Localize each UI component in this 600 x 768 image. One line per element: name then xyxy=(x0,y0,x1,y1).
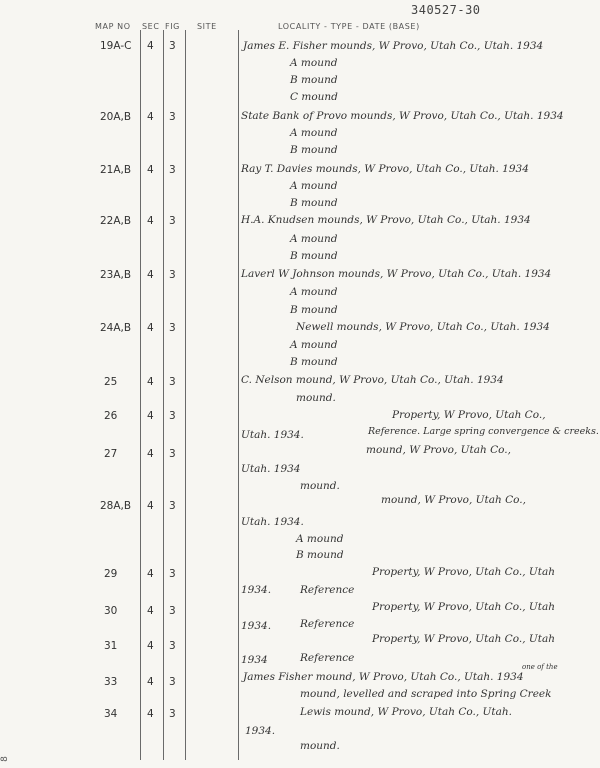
sec-cell: 4 xyxy=(147,605,154,617)
sec-cell: 4 xyxy=(147,410,154,422)
locality-line: 1934. xyxy=(245,725,276,737)
locality-line: A mound xyxy=(290,339,338,351)
locality-line: 1934. xyxy=(241,584,272,596)
header-locality: LOCALITY - TYPE - DATE (BASE) xyxy=(278,22,420,31)
document-id: 340527-30 xyxy=(411,3,481,17)
locality-line: Ray T. Davies mounds, W Provo, Utah Co., Utah. 1934 xyxy=(241,163,529,175)
locality-line: 1934. xyxy=(241,620,272,632)
locality-line: Reference xyxy=(300,652,355,664)
map-no-cell: 21A,B xyxy=(100,164,132,176)
fig-cell: 3 xyxy=(169,676,176,688)
map-no-cell: 25 xyxy=(104,376,118,388)
fig-cell: 3 xyxy=(169,215,176,227)
sec-cell: 4 xyxy=(147,448,154,460)
locality-line: Property, W Provo, Utah Co., Utah xyxy=(372,633,555,645)
locality-line: mound, W Provo, Utah Co., xyxy=(381,494,526,506)
locality-line: B mound xyxy=(290,304,338,316)
fig-cell: 3 xyxy=(169,376,176,388)
column-rule xyxy=(185,30,186,760)
locality-line: mound. xyxy=(300,480,340,492)
map-no-cell: 31 xyxy=(104,640,118,652)
sec-cell: 4 xyxy=(147,568,154,580)
locality-line: Reference xyxy=(300,618,355,630)
sec-cell: 4 xyxy=(147,40,154,52)
locality-line: Reference. Large spring convergence & creeks. xyxy=(368,426,599,437)
header-site: SITE xyxy=(197,22,217,31)
locality-line: A mound xyxy=(296,533,344,545)
fig-cell: 3 xyxy=(169,605,176,617)
fig-cell: 3 xyxy=(169,640,176,652)
sec-cell: 4 xyxy=(147,640,154,652)
locality-line: Laverl W Johnson mounds, W Provo, Utah Co., Utah. 1934 xyxy=(241,268,552,280)
sec-cell: 4 xyxy=(147,676,154,688)
locality-line: B mound xyxy=(290,144,338,156)
map-no-cell: 30 xyxy=(104,605,118,617)
locality-line: James E. Fisher mounds, W Provo, Utah Co., Utah. 1934 xyxy=(243,40,544,52)
map-no-cell: 34 xyxy=(104,708,118,720)
locality-line: H.A. Knudsen mounds, W Provo, Utah Co., Utah. 1934 xyxy=(241,214,531,226)
column-rule xyxy=(140,30,141,760)
locality-line: B mound xyxy=(290,74,338,86)
locality-line: mound, levelled and scraped into Spring Creek xyxy=(300,688,552,700)
fig-cell: 3 xyxy=(169,410,176,422)
map-no-cell: 29 xyxy=(104,568,118,580)
fig-cell: 3 xyxy=(169,164,176,176)
fig-cell: 3 xyxy=(169,111,176,123)
locality-line: A mound xyxy=(290,180,338,192)
locality-line: Property, W Provo, Utah Co., xyxy=(392,409,546,421)
locality-line: C mound xyxy=(290,91,338,103)
header-sec: SEC xyxy=(142,22,160,31)
locality-line: C. Nelson mound, W Provo, Utah Co., Utah. 1934 xyxy=(241,374,504,386)
map-no-cell: 23A,B xyxy=(100,269,132,281)
locality-line: Lewis mound, W Provo, Utah Co., Utah. xyxy=(300,706,512,718)
locality-line: Utah. 1934 xyxy=(241,463,301,475)
locality-line: A mound xyxy=(290,233,338,245)
map-no-cell: 26 xyxy=(104,410,118,422)
margin-mark: 8 xyxy=(0,756,10,762)
sec-cell: 4 xyxy=(147,269,154,281)
locality-line: Newell mounds, W Provo, Utah Co., Utah. 1934 xyxy=(296,321,550,333)
map-no-cell: 27 xyxy=(104,448,118,460)
sec-cell: 4 xyxy=(147,708,154,720)
map-no-cell: 20A,B xyxy=(100,111,132,123)
locality-line: Utah. 1934. xyxy=(241,516,304,528)
fig-cell: 3 xyxy=(169,322,176,334)
header-map-no: MAP NO xyxy=(95,22,131,31)
sec-cell: 4 xyxy=(147,322,154,334)
locality-line: one of the xyxy=(522,663,558,671)
locality-line: B mound xyxy=(296,549,344,561)
locality-line: Property, W Provo, Utah Co., Utah xyxy=(372,566,555,578)
locality-line: mound, W Provo, Utah Co., xyxy=(366,444,511,456)
locality-line: B mound xyxy=(290,250,338,262)
map-no-cell: 19A-C xyxy=(100,40,132,52)
sec-cell: 4 xyxy=(147,164,154,176)
column-rule xyxy=(163,30,164,760)
locality-line: State Bank of Provo mounds, W Provo, Utah Co., Utah. 1934 xyxy=(241,110,564,122)
map-no-cell: 24A,B xyxy=(100,322,132,334)
fig-cell: 3 xyxy=(169,40,176,52)
locality-line: James Fisher mound, W Provo, Utah Co., Utah. 1934 xyxy=(243,671,524,683)
locality-line: A mound xyxy=(290,57,338,69)
header-fig: FIG xyxy=(165,22,180,31)
fig-cell: 3 xyxy=(169,568,176,580)
locality-line: 1934 xyxy=(241,654,268,666)
locality-line: B mound xyxy=(290,197,338,209)
locality-line: Utah. 1934. xyxy=(241,429,304,441)
map-no-cell: 28A,B xyxy=(100,500,132,512)
locality-line: B mound xyxy=(290,356,338,368)
fig-cell: 3 xyxy=(169,500,176,512)
map-no-cell: 22A,B xyxy=(100,215,132,227)
locality-line: mound. xyxy=(296,392,336,404)
locality-line: A mound xyxy=(290,127,338,139)
fig-cell: 3 xyxy=(169,269,176,281)
fig-cell: 3 xyxy=(169,448,176,460)
locality-line: A mound xyxy=(290,286,338,298)
sec-cell: 4 xyxy=(147,376,154,388)
locality-line: mound. xyxy=(300,740,340,752)
locality-line: Property, W Provo, Utah Co., Utah xyxy=(372,601,555,613)
column-rule xyxy=(238,30,239,760)
fig-cell: 3 xyxy=(169,708,176,720)
sec-cell: 4 xyxy=(147,215,154,227)
sec-cell: 4 xyxy=(147,500,154,512)
map-no-cell: 33 xyxy=(104,676,118,688)
locality-line: Reference xyxy=(300,584,355,596)
sec-cell: 4 xyxy=(147,111,154,123)
